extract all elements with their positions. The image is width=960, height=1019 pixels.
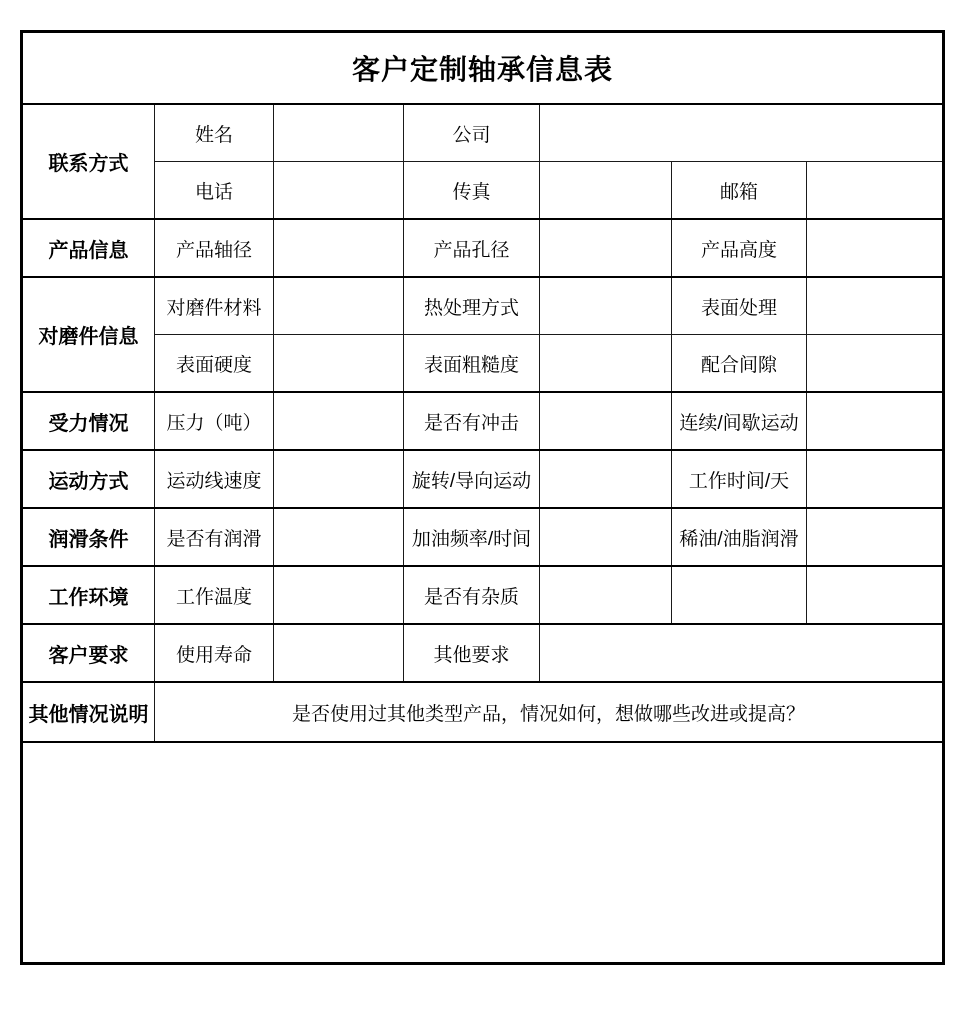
field-label-impact: 是否有冲击 [404, 392, 540, 450]
section-label-requirements: 客户要求 [22, 624, 155, 682]
fit-clearance-input[interactable] [807, 335, 944, 393]
field-label-service-life: 使用寿命 [155, 624, 274, 682]
section-label-product: 产品信息 [22, 219, 155, 277]
field-label-temperature: 工作温度 [155, 566, 274, 624]
section-label-lubrication: 润滑条件 [22, 508, 155, 566]
field-label-heat-treatment: 热处理方式 [404, 277, 540, 335]
field-label-fax: 传真 [404, 162, 540, 220]
field-label-surface-hardness: 表面硬度 [155, 335, 274, 393]
pressure-input[interactable] [274, 392, 404, 450]
temperature-input[interactable] [274, 566, 404, 624]
section-label-motion: 运动方式 [22, 450, 155, 508]
field-label-work-hours: 工作时间/天 [672, 450, 807, 508]
section-label-contact: 联系方式 [22, 104, 155, 219]
surface-roughness-input[interactable] [540, 335, 672, 393]
phone-input[interactable] [274, 162, 404, 220]
remarks-question-text: 是否使用过其他类型产品，情况如何，想做哪些改进或提高？ [155, 682, 944, 742]
name-input[interactable] [274, 104, 404, 162]
section-label-remarks: 其他情况说明 [22, 682, 155, 742]
field-label-impurities: 是否有杂质 [404, 566, 540, 624]
shaft-diameter-input[interactable] [274, 219, 404, 277]
field-label-oil-frequency: 加油频率/时间 [404, 508, 540, 566]
impact-input[interactable] [540, 392, 672, 450]
field-label-linear-speed: 运动线速度 [155, 450, 274, 508]
work-hours-input[interactable] [807, 450, 944, 508]
environment-extra-input-2[interactable] [807, 566, 944, 624]
field-label-product-height: 产品高度 [672, 219, 807, 277]
field-label-oil-grease: 稀油/油脂润滑 [672, 508, 807, 566]
field-label-surface-treatment: 表面处理 [672, 277, 807, 335]
surface-hardness-input[interactable] [274, 335, 404, 393]
email-input[interactable] [807, 162, 944, 220]
rotation-guide-input[interactable] [540, 450, 672, 508]
other-requirements-input[interactable] [540, 624, 944, 682]
bearing-info-form-table [20, 30, 945, 965]
section-label-force: 受力情况 [22, 392, 155, 450]
has-lubrication-input[interactable] [274, 508, 404, 566]
field-label-fit-clearance: 配合间隙 [672, 335, 807, 393]
field-label-mating-material: 对磨件材料 [155, 277, 274, 335]
mating-material-input[interactable] [274, 277, 404, 335]
field-label-company: 公司 [404, 104, 540, 162]
impurities-input[interactable] [540, 566, 672, 624]
bore-diameter-input[interactable] [540, 219, 672, 277]
section-label-environment: 工作环境 [22, 566, 155, 624]
oil-frequency-input[interactable] [540, 508, 672, 566]
product-height-input[interactable] [807, 219, 944, 277]
form-title: 客户定制轴承信息表 [22, 32, 944, 105]
fax-input[interactable] [540, 162, 672, 220]
field-label-name: 姓名 [155, 104, 274, 162]
field-label-continuous-motion: 连续/间歇运动 [672, 392, 807, 450]
continuous-motion-input[interactable] [807, 392, 944, 450]
field-label-shaft-diameter: 产品轴径 [155, 219, 274, 277]
linear-speed-input[interactable] [274, 450, 404, 508]
company-input[interactable] [540, 104, 944, 162]
surface-treatment-input[interactable] [807, 277, 944, 335]
field-label-pressure: 压力（吨） [155, 392, 274, 450]
field-label-surface-roughness: 表面粗糙度 [404, 335, 540, 393]
field-label-email: 邮箱 [672, 162, 807, 220]
section-label-mating: 对磨件信息 [22, 277, 155, 392]
field-label-has-lubrication: 是否有润滑 [155, 508, 274, 566]
field-label-bore-diameter: 产品孔径 [404, 219, 540, 277]
field-label-rotation-guide: 旋转/导向运动 [404, 450, 540, 508]
heat-treatment-input[interactable] [540, 277, 672, 335]
field-label-other-requirements: 其他要求 [404, 624, 540, 682]
environment-extra-input-1[interactable] [672, 566, 807, 624]
oil-grease-input[interactable] [807, 508, 944, 566]
service-life-input[interactable] [274, 624, 404, 682]
remarks-detail-input-area[interactable] [22, 742, 944, 964]
field-label-phone: 电话 [155, 162, 274, 220]
